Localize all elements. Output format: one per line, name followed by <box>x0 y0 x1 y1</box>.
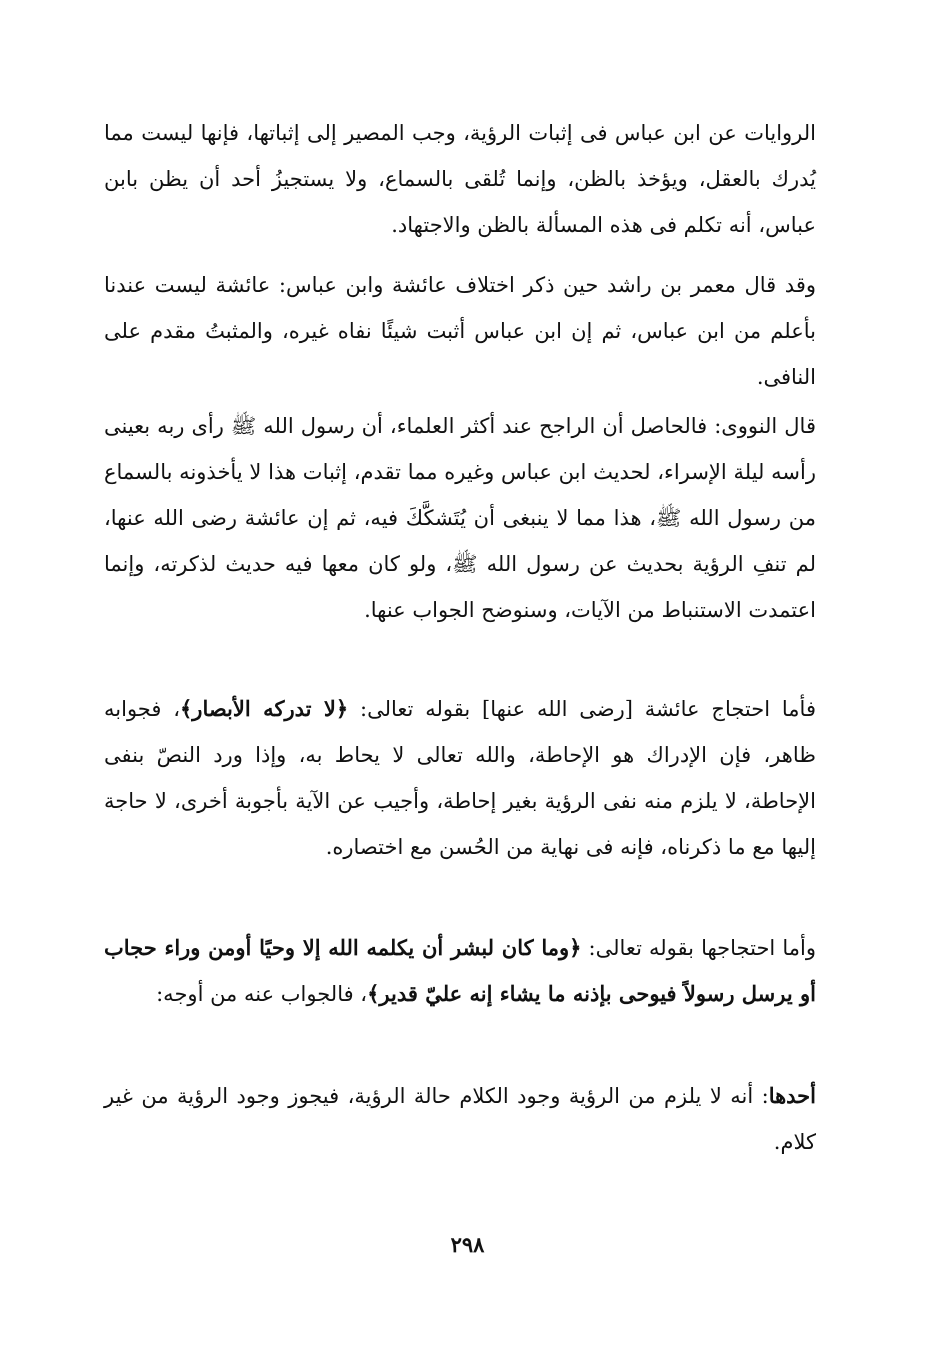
quran-quote-2: ﴿وما كان لبشر أن يكلمه الله إلا وحيًا أومن وراء حجاب أو يرسل رسولاً فيوحى بإذنه ما يشاء إنه عليّ قدير﴾ <box>104 935 816 1006</box>
paragraph-3-text: قال النووى: فالحاصل أن الراجح عند أكثر العلماء، أن رسول الله ﷺ رأى ربه بعينى رأسه ليلة الإسراء، لحديث ابن عباس وغيره مما تقدم، إثبات هذا لا يأخذونه بالسماع من رسول الله ﷺ، هذا مما لا ينبغى أن يُتَشكَّكَ فيه، ثم إن عائشة رضى الله عنها، لم تنفِ الرؤية بحديث عن رسول الله ﷺ، ولو كان معها فيه حديث لذكرته، وإنما اعتمدت الاستنباط من الآيات، وسنوضح الجواب عنها. <box>104 414 816 622</box>
paragraph-5-intro: وأما احتجاجها بقوله تعالى: <box>581 936 816 960</box>
paragraph-6-lead: أحدها <box>768 1083 816 1108</box>
paragraph-4-intro: فأما احتجاج عائشة [رضى الله عنها] بقوله تعالى: <box>348 697 816 721</box>
quran-quote-1: ﴿لا تدركه الأبصار﴾ <box>180 696 349 721</box>
paragraph-5-rest: ، فالجواب عنه من أوجه: <box>156 982 368 1006</box>
paragraph-6 <box>104 1073 816 1165</box>
paragraph-4-rest: ، فجوابه ظاهر، فإن الإدراك هو الإحاطة، والله تعالى لا يحاط به، وإذا ورد النصّ بنفى الإحاطة، لا يلزم منه نفى الرؤية بغير إحاطة، وأجيب عن الآية بأجوبة أخرى، لا حاجة إليها مع ما ذكرناه، فإنه فى نهاية من الحُسن مع اختصاره. <box>104 697 816 859</box>
paragraph-2-text: وقد قال معمر بن راشد حين ذكر اختلاف عائشة وابن عباس: عائشة ليست عندنا بأعلم من ابن عباس، ثم إن ابن عباس أثبت شيئًا نفاه غيره، والمثبتُ مقدم على النافى. <box>104 273 816 389</box>
paragraph-1-text: الروايات عن ابن عباس فى إثبات الرؤية، وجب المصير إلى إثباتها، فإنها ليست مما يُدرك بالعقل، ويؤخذ بالظن، وإنما تُلقى بالسماع، ولا يستجيزُ أحد أن يظن بابن عباس، أنه تكلم فى هذه المسألة بالظن والاجتهاد. <box>104 121 816 237</box>
paragraph-3 <box>104 403 816 633</box>
paragraph-1 <box>104 110 816 248</box>
paragraph-2 <box>104 262 816 400</box>
paragraph-4 <box>104 686 816 870</box>
paragraph-6-text: : أنه لا يلزم من الرؤية وجود الكلام حالة الرؤية، فيجوز وجود الرؤية من غير كلام. <box>104 1084 816 1154</box>
paragraph-5 <box>104 925 816 1017</box>
page-number: ٢٩٨ <box>450 1232 485 1257</box>
